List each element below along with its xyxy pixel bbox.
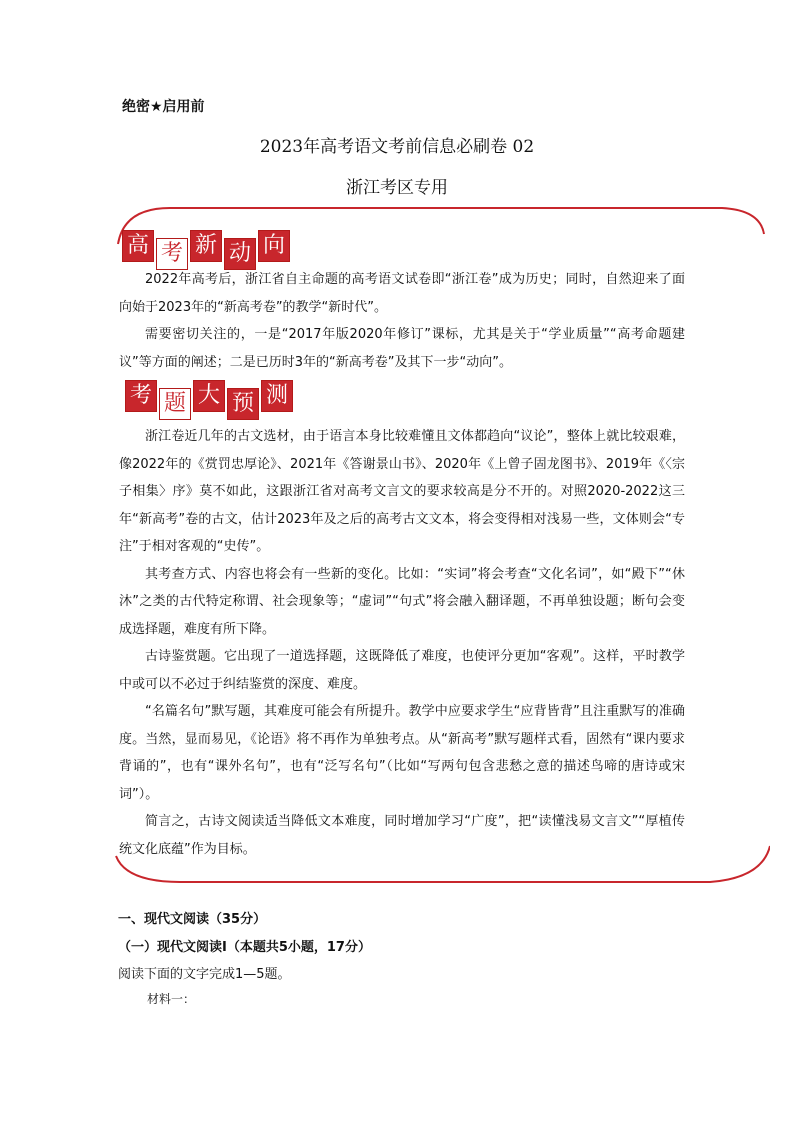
confidential-mark: 绝密★启用前 — [122, 99, 205, 115]
material-label: 材料一： — [147, 992, 196, 1006]
subpart-heading: （一）现代文阅读Ⅰ（本题共5小题，17分） — [118, 940, 371, 955]
banner-new-trend — [122, 230, 292, 266]
part-heading: 一、现代文阅读（35分） — [118, 912, 267, 927]
paragraph: 浙江卷近几年的古文选材，由于语言本身比较难懂且文体都趋向“议论”，整体上就比较艰难，像2022年的《赏罚忠厚论》、2021年《答谢景山书》、2020年《上曾子固龙图书》、2019年《〈宗子相集〉序》莫不如此，这跟浙江省对高考文言文的要求较高是分不开的。对照2020-2022这三年“新高考”卷的古文，估计2023年及之后的高考古文文本，将会变得相对浅易一些，文体则会“专注”于相对客观的“史传”。 — [119, 429, 685, 554]
banner-char: 考 — [156, 238, 188, 270]
paragraph: 古诗鉴赏题。它出现了一道选择题，这既降低了难度，也使评分更加“客观”。这样，平时教学中或可以不必过于纠结鉴赏的深度、难度。 — [119, 649, 685, 692]
banner-char: 预 — [227, 388, 259, 420]
banner-char: 动 — [224, 238, 256, 270]
section-prediction-text — [119, 423, 685, 863]
banner-char: 向 — [258, 230, 290, 262]
banner-char: 考 — [125, 380, 157, 412]
banner-char: 高 — [122, 230, 154, 262]
paragraph: 2022年高考后，浙江省自主命题的高考语文试卷即“浙江卷”成为历史；同时，自然迎来了面向始于2023年的“新高考卷”的教学“新时代”。 — [119, 272, 685, 315]
section-trend-text — [119, 266, 685, 376]
banner-char: 大 — [193, 380, 225, 412]
paragraph: 需要密切关注的，一是“2017年版2020年修订”课标，尤其是关于“学业质量”“高考命题建议”等方面的阐述；二是已历时3年的“新高考卷”及其下一步“动向”。 — [119, 327, 685, 370]
paper-subtitle: 浙江考区专用 — [346, 178, 448, 198]
banner-char: 题 — [159, 388, 191, 420]
banner-char: 新 — [190, 230, 222, 262]
instruction-text: 阅读下面的文字完成1—5题。 — [118, 967, 291, 982]
paragraph: “名篇名句”默写题，其难度可能会有所提升。教学中应要求学生“应背皆背”且注重默写的准确度。当然，显而易见，《论语》将不再作为单独考点。从“新高考”默写题样式看，固然有“课内要求背诵的”，也有“课外名句”，也有“泛写名句”（比如“写两句包含悲愁之意的描述鸟啼的唐诗或宋词”）。 — [119, 704, 685, 802]
paper-title: 2023年高考语文考前信息必刷卷 02 — [259, 137, 535, 157]
paragraph: 简言之，古诗文阅读适当降低文本难度，同时增加学习“广度”，把“读懂浅易文言文”“厚植传统文化底蕴”作为目标。 — [119, 814, 685, 857]
banner-char: 测 — [261, 380, 293, 412]
paragraph: 其考查方式、内容也将会有一些新的变化。比如：“实词”将会考查“文化名词”，如“殿下”“休沐”之类的古代特定称谓、社会现象等；“虚词”“句式”将会融入翻译题，不再单独设题；断句会变成选择题，难度有所下降。 — [119, 566, 685, 637]
banner-prediction — [125, 380, 295, 416]
